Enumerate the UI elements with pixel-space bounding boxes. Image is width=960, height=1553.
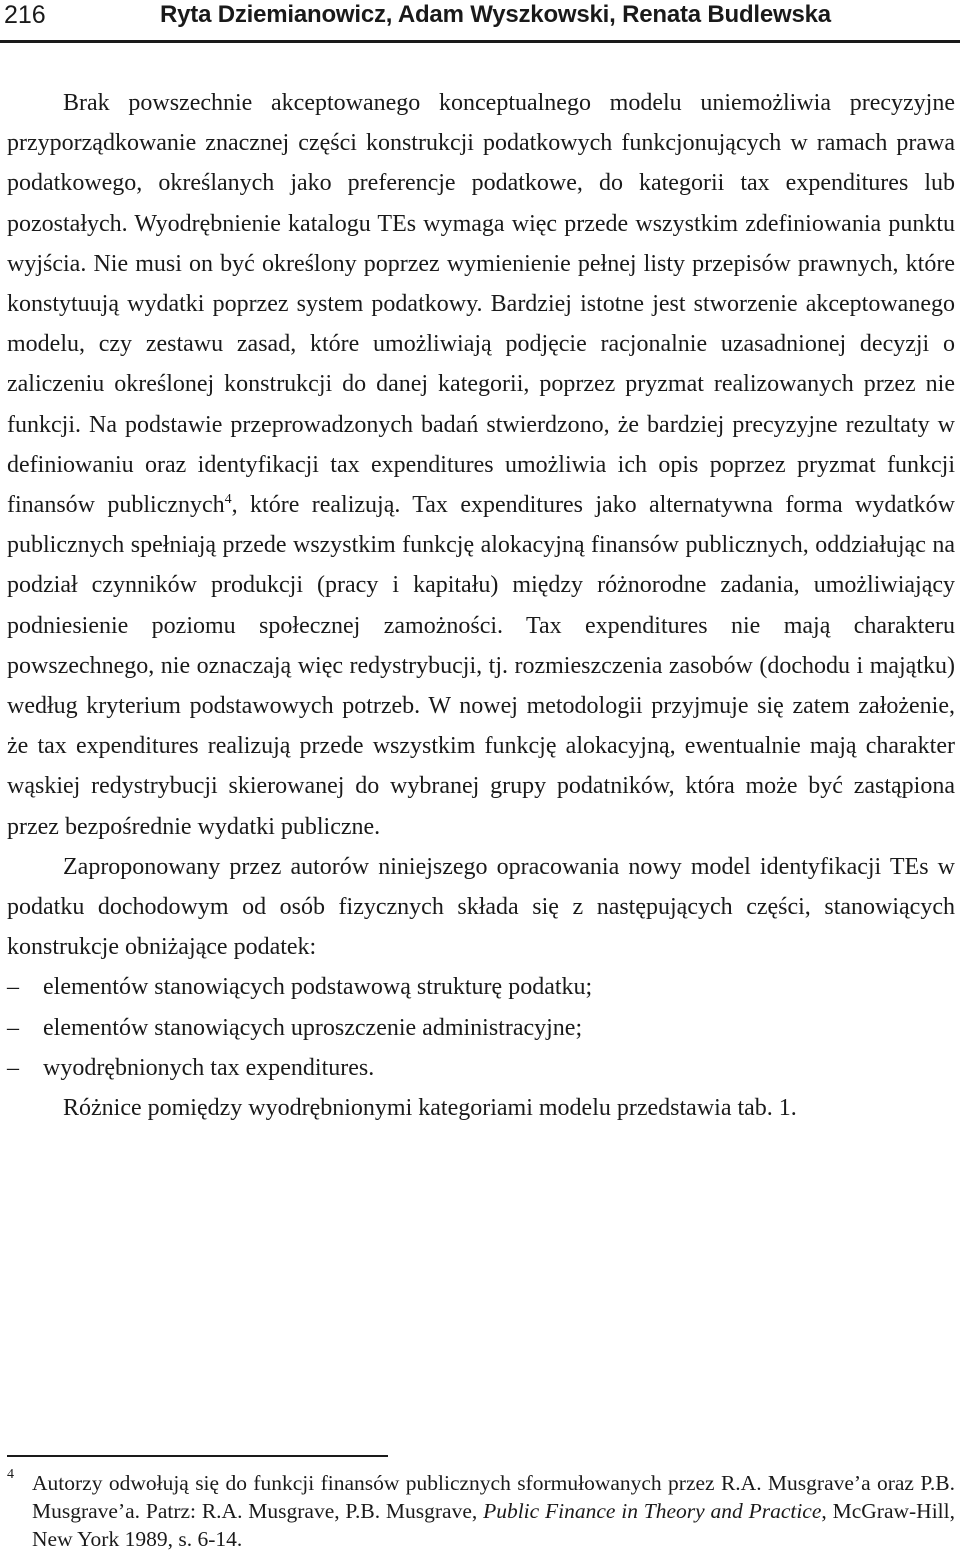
header-rule bbox=[0, 40, 960, 43]
footnote bbox=[7, 1469, 955, 1553]
footnote-rule bbox=[7, 1455, 388, 1457]
dash-bullet: – bbox=[7, 974, 19, 1001]
paragraph-3: Różnice pomiędzy wyodrębnionymi kategoriami modelu przedstawia tab. 1. bbox=[63, 1095, 797, 1122]
component-list bbox=[7, 967, 955, 1088]
paragraph-1-text-a: Brak powszechnie akceptowanego konceptualnego modelu uniemożliwia precyzyjne przyporządkowanie znacznej części konstrukcji podatkowych funkcjonujących w ramach prawa podatkowego, określanych jako preferencje podatkowe, do kategorii tax expenditures lub pozostałych. Wyodrębnienie katalogu TEs wymaga więc przede wszystkim zdefiniowania punktu wyjścia. Nie musi on być określony poprzez wymienienie pełnej listy przepisów prawnych, które konstytuują wydatki poprzez system podatkowy. Bardziej istotne jest stworzenie akceptowanego modelu, czy zestawu zasad, które umożliwiają podjęcie racjonalnie uzasadnionej decyzji o zaliczeniu określonej konstrukcji do danej kategorii, poprzez pryzmat realizowanych przez nie funkcji. Na podstawie przeprowadzonych badań stwierdzono, że bardziej precyzyjne rezultaty w definiowaniu oraz identyfikacji tax expenditures umożliwia ich opis poprzez pryzmat funkcji finansów publicznych bbox=[7, 90, 955, 519]
footnote-text-a: Autorzy odwołują się do funkcji finansów publicznych sformułowanych przez R.A. Musgrave’a oraz P.B. Musgrave’a. Patrz: R.A. Musgrave, P.B. Musgrave, bbox=[32, 1471, 955, 1523]
list-item-text: elementów stanowiących uproszczenie administracyjne; bbox=[43, 1014, 583, 1041]
page-number: 216 bbox=[4, 1, 46, 29]
footnote-body bbox=[32, 1469, 955, 1553]
list-item bbox=[7, 1008, 955, 1048]
dash-bullet: – bbox=[7, 1014, 19, 1041]
footnote-book-title: Public Finance in Theory and Practice bbox=[483, 1499, 822, 1523]
list-item bbox=[7, 967, 955, 1007]
list-item-text: elementów stanowiących podstawową strukturę podatku; bbox=[43, 974, 593, 1001]
footnote-text-b: , McGraw-Hill, New York 1989, s. 6-14. bbox=[32, 1499, 955, 1551]
paragraph-1-text-b: , które realizują. Tax expenditures jako alternatywna forma wydatków publicznych spełniają przede wszystkim funkcję alokacyjną finansów publicznych, oddziałując na podział czynników produkcji (pracy i kapitału) między różnorodne zadania, umożliwiający podniesienie poziomu społecznej zamożności. Tax expenditures nie mają charakteru powszechnego, nie oznaczają więc redystrybucji, tj. rozmieszczenia zasobów (dochodu i majątku) według kryterium podstawowych potrzeb. W nowej metodologii przyjmuje się zatem założenie, że tax expenditures realizują przede wszystkim funkcję alokacyjną, ewentualnie mają charakter wąskiej redystrybucji skierowanej do wybranej grupy podatników, która może być zastąpiona przez bezpośrednie wydatki publiczne. bbox=[7, 492, 956, 840]
list-item-text: wyodrębnionych tax expenditures. bbox=[43, 1054, 375, 1081]
list-item bbox=[7, 1048, 955, 1088]
page-header bbox=[0, 0, 960, 40]
footnote-reference[interactable]: 4 bbox=[224, 492, 232, 508]
body-text bbox=[7, 83, 955, 1128]
footnote-marker: 4 bbox=[7, 1467, 14, 1482]
dash-bullet: – bbox=[7, 1054, 19, 1081]
running-title: Ryta Dziemianowicz, Adam Wyszkowski, Renata Budlewska bbox=[160, 1, 831, 28]
paragraph-1 bbox=[7, 83, 955, 847]
paragraph-2: Zaproponowany przez autorów niniejszego opracowania nowy model identyfikacji TEs w podatku dochodowym od osób fizycznych składa się z następujących części, stanowiących konstrukcje obniżające podatek: bbox=[7, 853, 955, 961]
